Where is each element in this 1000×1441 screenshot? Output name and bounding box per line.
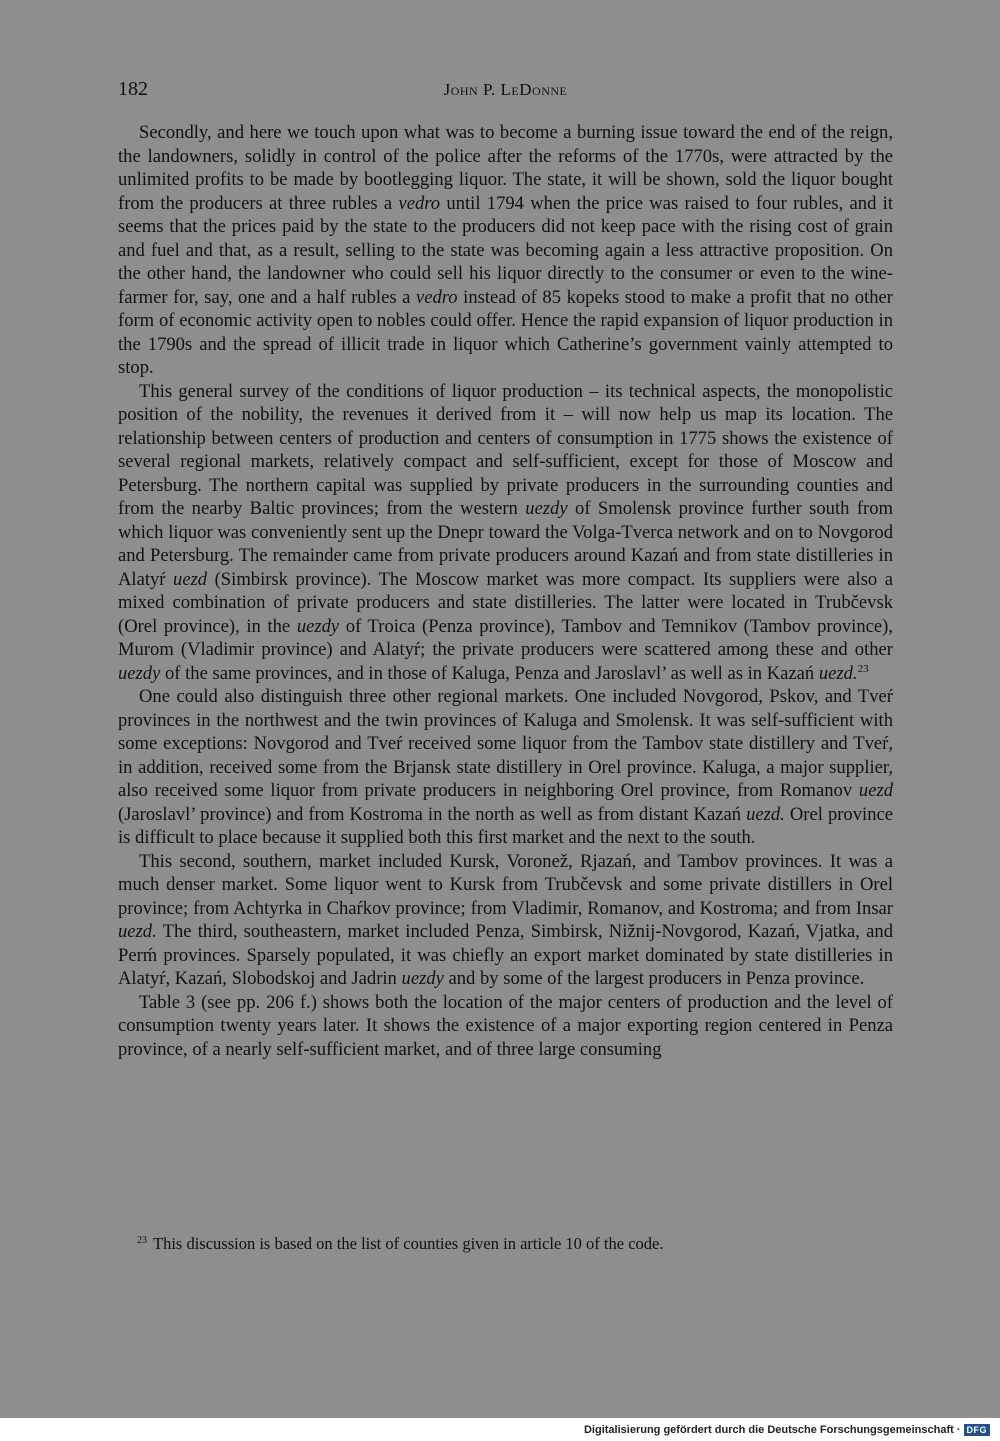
text-run: Secondly, and here we touch upon what was to become a burning issue toward the end of the reign, the landowners, solidly in control of the police after the reforms of the 1770s, were attracted by the unlimited profits to be made by bootlegging liquor. The state, it will be shown, sold the liquor bought from the producers at three rubles a <box>118 122 893 214</box>
paragraph <box>118 121 893 380</box>
footnote-text: This discussion is based on the list of counties given in article 10 of the code. <box>153 1234 664 1253</box>
italic-term: uezd. <box>818 662 858 684</box>
text-run: Orel province is difficult to place because it supplied both this first market and the next to the south. <box>118 803 893 848</box>
page-header <box>118 78 893 106</box>
text-run: until 1794 when the price was raised to four rubles, and it seems that the prices paid by the state to the producers did not keep pace with the rising cost of grain and fuel and that, as a result, selling to the state was becoming again a less attractive proposition. On the other hand, the landowner who could sell his liquor directly to the consumer or even to the wine-farmer for, say, one and a half rubles a <box>118 192 893 308</box>
text-run: of the same provinces, and in those of Kaluga, Penza and Jaroslavl’ as well as in Kazań <box>160 662 819 684</box>
text-run: This general survey of the conditions of liquor production – its technical aspects, the monopolistic position of the nobility, the revenues it derived from it – will now help us map its location. The relationship between centers of production and centers of consumption in 1775 shows the existence of several regional markets, relatively compact and self-sufficient, except for those of Moscow and Petersburg. The northern capital was supplied by private producers in the surrounding counties and from the nearby Baltic provinces; from the western <box>118 380 893 519</box>
text-run: The third, southeastern, market included Penza, Simbirsk, Nižnij-Novgorod, Kazań, Vjatka, and Perḿ provinces. Sparsely populated, it was chiefly an export market dominated by state distilleries in Alatyŕ, Kazań, Slobodskoj and Jadrin <box>118 921 893 989</box>
credit-text: Digitalisierung gefördert durch die Deutsche Forschungsgemeinschaft · <box>583 1424 961 1436</box>
italic-term: uezd <box>858 780 893 801</box>
italic-term: uezd <box>173 568 208 590</box>
body-text <box>118 121 893 1061</box>
text-run: instead of 85 kopeks stood to make a profit that no other form of economic activity open to nobles could offer. Hence the rapid expansion of liquor production in the 1790s and the spread of illicit trade in liquor which Catherine’s government vainly attempted to stop. <box>118 286 893 378</box>
italic-term: uezdy <box>401 968 444 989</box>
running-head: John P. LeDonne <box>443 80 568 99</box>
page-number: 182 <box>118 78 148 100</box>
footnote-23 <box>137 1233 897 1255</box>
paragraph <box>118 991 893 1062</box>
italic-term: vedro <box>398 192 441 214</box>
dfg-logo: DFG <box>964 1424 991 1436</box>
paragraph <box>118 850 893 991</box>
footnote-marker: 23 <box>137 1234 147 1246</box>
digitization-credit <box>584 1423 990 1437</box>
text-run: (Simbirsk province). The Moscow market was more compact. Its suppliers were also a mixed combination of private producers and state distilleries. The latter were located in Trubčevsk (Orel province), in the <box>118 568 893 637</box>
text-run: of Troica (Penza province), Tambov and Temnikov (Tambov province), Murom (Vladimir province) and Alatyŕ; the private producers were scattered among these and other <box>118 615 893 660</box>
paragraph <box>118 685 893 850</box>
text-run: of Smolensk province further south from which liquor was conveniently sent up the Dnepr toward the Volga-Tverca network and on to Novgorod and Petersburg. The remainder came from private producers around Kazań and from state distilleries in Alatyŕ <box>118 498 893 590</box>
italic-term: uezdy <box>118 662 161 684</box>
paragraph <box>118 380 893 686</box>
text-run: Table 3 (see pp. 206 f.) shows both the location of the major centers of production and the level of consumption twenty years later. It shows the existence of a major exporting region centered in Penza province, of a nearly self-sufficient market, and of three large consuming <box>118 991 893 1060</box>
text-run: (Jaroslavl’ province) and from Kostroma in the north as well as from distant Kazań <box>118 803 747 825</box>
italic-term: vedro <box>415 286 458 308</box>
italic-term: uezdy <box>296 615 340 637</box>
text-run: This second, southern, market included Kursk, Voronež, Rjazań, and Tambov provinces. It was a much denser market. Some liquor went to Kursk from Trubčevsk and some private distillers in Orel province; from Achtyrka in Chaŕkov province; from Vladimir, Romanov, and Kostroma; and from Insar <box>118 850 893 919</box>
text-run: One could also distinguish three other regional markets. One included Novgorod, Pskov, and Tveŕ provinces in the northwest and the twin provinces of Kaluga and Smolensk. It was self-sufficient with some exceptions: Novgorod and Tveŕ received some liquor from the Tambov state distillery and Tveŕ, in addition, received some from the Brjansk state distillery in Orel province. Kaluga, a major supplier, also received some liquor from private producers in neighboring Orel province, from Romanov <box>118 686 893 801</box>
text-run: and by some of the largest producers in Penza province. <box>443 968 865 989</box>
italic-term: uezd. <box>118 921 157 942</box>
footnote-ref: 23 <box>857 662 869 675</box>
italic-term: uezdy <box>525 498 568 519</box>
italic-term: uezd. <box>746 803 785 825</box>
